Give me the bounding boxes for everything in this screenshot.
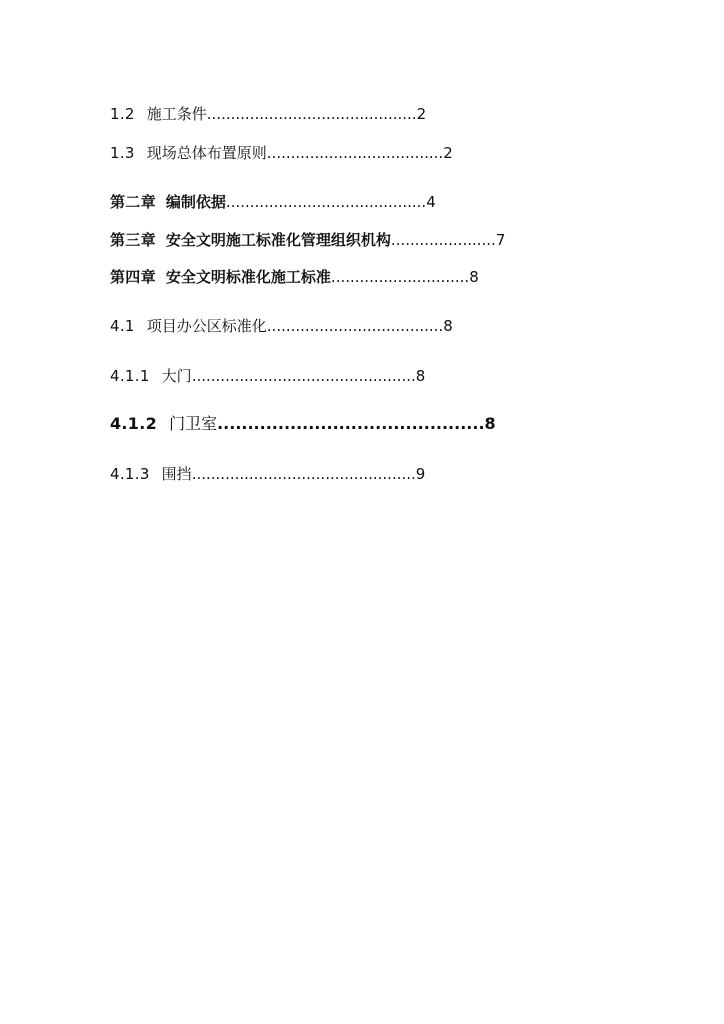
toc-leader: ............................................... <box>191 367 416 385</box>
toc-entry-chapter-4[interactable] <box>110 267 479 287</box>
toc-number: 1.3 <box>110 144 135 162</box>
toc-title: 大门 <box>161 367 192 385</box>
toc-page-number: 2 <box>443 144 453 162</box>
toc-page-number: 8 <box>415 367 426 385</box>
toc-entry-4-1[interactable] <box>110 316 453 336</box>
toc-title: 编制依据 <box>165 193 226 211</box>
toc-title: 施工条件 <box>146 105 207 123</box>
toc-page-number: 2 <box>416 105 427 123</box>
toc-number: 第三章 <box>110 231 156 249</box>
toc-entry-chapter-3[interactable] <box>110 230 505 250</box>
toc-leader: .......................................... <box>225 193 427 211</box>
toc-number: 第二章 <box>110 193 156 211</box>
toc-leader: ..................................... <box>266 144 444 162</box>
toc-title: 现场总体布置原则 <box>146 144 267 162</box>
toc-entry-1-2[interactable] <box>110 104 426 124</box>
toc-page-number: 8 <box>469 268 479 286</box>
toc-title: 门卫室 <box>169 414 218 433</box>
toc-page-number: 8 <box>443 317 453 335</box>
toc-number: 4.1.2 <box>110 414 158 433</box>
toc-leader: ............................................... <box>191 465 416 483</box>
toc-title: 安全文明标准化施工标准 <box>165 268 331 286</box>
toc-number: 4.1 <box>110 317 135 335</box>
toc-entry-1-3[interactable] <box>110 143 453 163</box>
toc-number: 第四章 <box>110 268 156 286</box>
toc-page-number: 8 <box>484 414 496 433</box>
toc-page-number: 9 <box>415 465 426 483</box>
toc-entry-4-1-1[interactable] <box>110 366 425 386</box>
toc-page-number: 4 <box>426 193 436 211</box>
toc-number: 4.1.1 <box>110 367 150 385</box>
toc-leader: ............................. <box>330 268 470 286</box>
toc-leader: ..................................... <box>266 317 444 335</box>
toc-number: 4.1.3 <box>110 465 150 483</box>
toc-leader: ............................................ <box>217 414 485 433</box>
toc-page-number: 7 <box>495 231 506 249</box>
toc-entry-4-1-2[interactable] <box>110 414 496 434</box>
toc-entry-chapter-2[interactable] <box>110 192 436 212</box>
toc-entry-4-1-3[interactable] <box>110 464 425 484</box>
toc-title: 围挡 <box>161 465 192 483</box>
toc-title: 安全文明施工标准化管理组织机构 <box>165 231 391 249</box>
toc-leader: ............................................ <box>206 105 417 123</box>
toc-title: 项目办公区标准化 <box>146 317 267 335</box>
toc-leader: ...................... <box>390 231 496 249</box>
toc-number: 1.2 <box>110 105 135 123</box>
